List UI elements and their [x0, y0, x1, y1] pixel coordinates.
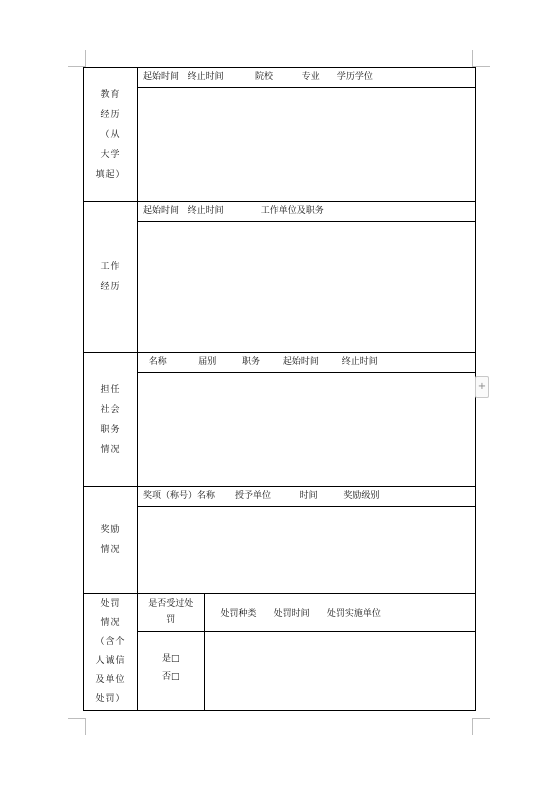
punishment-header: 处罚种类 处罚时间 处罚实施单位 — [204, 594, 475, 631]
option-no-checkbox[interactable]: 否□ — [161, 671, 180, 682]
punishment-subtable — [138, 594, 475, 710]
awards-content-area[interactable] — [138, 507, 476, 594]
crop-mark-top-right-v — [472, 50, 473, 67]
crop-mark-bottom-right-h — [473, 718, 490, 719]
social-label: 担任 社会 职务 情况 — [84, 353, 138, 487]
education-header: 起始时间 终止时间 院校 专业 学历学位 — [138, 68, 476, 88]
crop-mark-bottom-left-v — [85, 718, 86, 735]
punishment-question: 是否受过处 罚 — [138, 594, 204, 631]
education-content-area[interactable] — [138, 88, 476, 202]
social-header: 名称 届别 职务 起始时间 终止时间 — [138, 353, 476, 373]
option-yes-checkbox[interactable]: 是□ — [161, 653, 180, 664]
work-header: 起始时间 终止时间 工作单位及职务 — [138, 202, 476, 222]
crop-mark-bottom-left-h — [68, 718, 85, 719]
resume-form-table — [83, 67, 476, 711]
awards-label: 奖励 情况 — [84, 487, 138, 594]
crop-mark-bottom-right-v — [472, 718, 473, 735]
awards-header: 奖项（称号）名称 授予单位 时间 奖励级别 — [138, 487, 476, 507]
work-content-area[interactable] — [138, 222, 476, 353]
work-label: 工作 经历 — [84, 202, 138, 353]
crop-mark-top-left-v — [85, 50, 86, 67]
punishment-content-area[interactable] — [204, 631, 475, 710]
add-comment-button[interactable]: + — [475, 376, 489, 398]
punishment-label: 处罚 情况 （含个 人诚信 及单位 处罚） — [84, 594, 138, 711]
social-content-area[interactable] — [138, 373, 476, 487]
education-label: 教育 经历 （从 大学 填起） — [84, 68, 138, 202]
punishment-options — [138, 631, 204, 710]
